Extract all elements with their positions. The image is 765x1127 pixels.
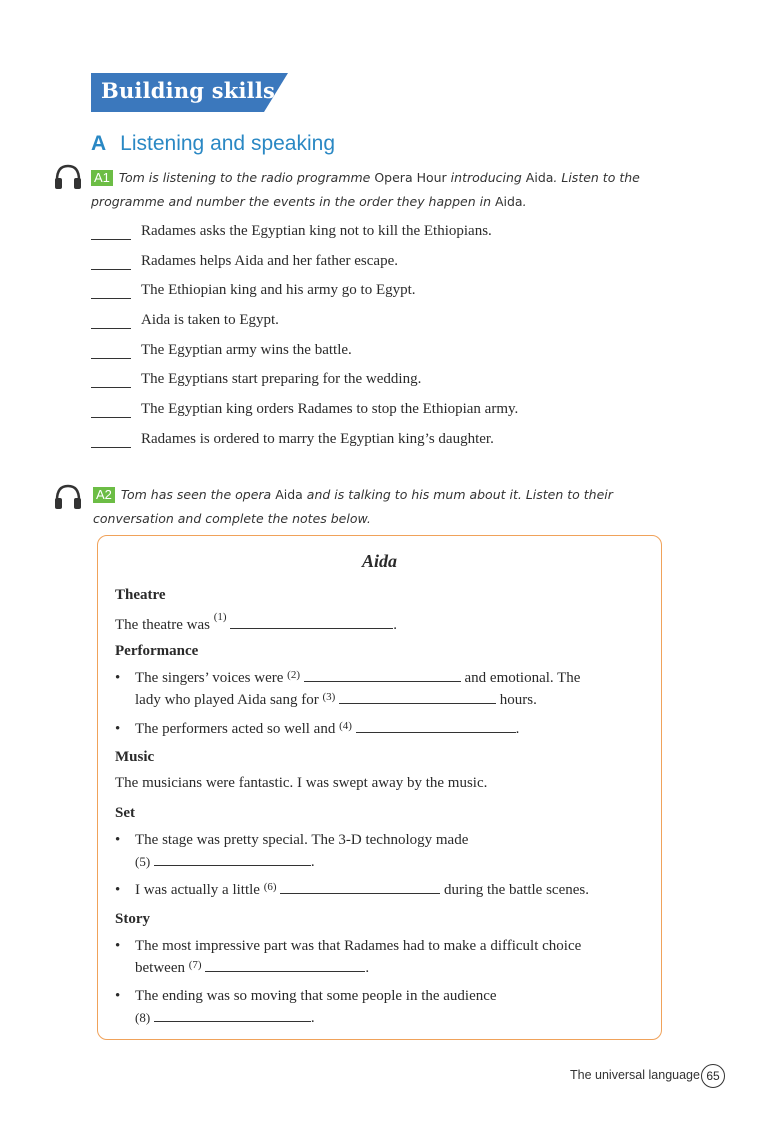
a1-tag: A1 xyxy=(91,170,113,186)
gap-8-blank[interactable] xyxy=(154,1007,311,1022)
gap-5-blank[interactable] xyxy=(154,851,311,866)
section-heading xyxy=(91,132,335,156)
answer-blank[interactable] xyxy=(91,312,131,329)
notes-title: Aida xyxy=(361,551,397,571)
story-bullet-1 xyxy=(115,935,640,979)
story-heading: Story xyxy=(115,911,150,927)
a1-instruction xyxy=(91,166,651,214)
a1-text-end: . xyxy=(522,194,527,209)
a1-text-3: . Listen to the programme and number the events in the order they happen in xyxy=(91,170,640,209)
bullet: • xyxy=(115,670,121,686)
a2-tag: A2 xyxy=(93,487,115,503)
period: . xyxy=(365,960,370,976)
music-text: The musicians were fantastic. I was swept away by the music. xyxy=(115,775,488,791)
answer-blank[interactable] xyxy=(91,223,131,240)
event-text: Radames helps Aida and her father escape. xyxy=(141,252,398,269)
list-item xyxy=(91,223,691,253)
list-item xyxy=(91,371,691,401)
page-number: 65 xyxy=(701,1064,725,1088)
story-text: between xyxy=(135,960,185,976)
a2-instruction xyxy=(93,483,653,531)
gap-1-blank[interactable] xyxy=(230,614,393,629)
gap-6-blank[interactable] xyxy=(280,879,440,894)
list-item xyxy=(91,342,691,372)
notes-box xyxy=(97,535,662,1040)
gap-7-blank[interactable] xyxy=(205,957,365,972)
theatre-line xyxy=(115,611,635,634)
performance-heading: Performance xyxy=(115,643,199,659)
event-text: The Ethiopian king and his army go to Egypt. xyxy=(141,282,416,299)
perf-text: lady who played Aida sang for xyxy=(135,692,319,708)
event-text: The Egyptian king orders Radames to stop the Ethiopian army. xyxy=(141,401,519,418)
music-heading: Music xyxy=(115,749,155,765)
set-text: during the battle scenes. xyxy=(444,882,589,898)
gap-2-blank[interactable] xyxy=(304,667,461,682)
headphones-icon xyxy=(53,163,83,191)
performance-bullet-2 xyxy=(115,718,640,740)
list-item xyxy=(91,282,691,312)
story-bullet-2 xyxy=(115,985,640,1029)
event-text: Aida is taken to Egypt. xyxy=(141,312,279,329)
answer-blank[interactable] xyxy=(91,431,131,448)
bullet: • xyxy=(115,832,121,848)
section-letter: A xyxy=(91,132,107,155)
event-list xyxy=(91,223,691,461)
list-item xyxy=(91,312,691,342)
story-text: The ending was so moving that some people in the audience xyxy=(135,988,497,1004)
performance-bullet-1 xyxy=(115,667,640,711)
perf-text: The singers’ voices were xyxy=(135,670,284,686)
a1-programme: Opera Hour xyxy=(374,170,447,185)
event-text: Radames asks the Egyptian king not to kill the Ethiopians. xyxy=(141,223,492,239)
story-text: The most impressive part was that Radames had to make a difficult choice xyxy=(135,938,582,954)
section-title: Listening and speaking xyxy=(120,132,336,155)
gap-number: (7) xyxy=(188,959,202,971)
period: . xyxy=(310,854,315,870)
answer-blank[interactable] xyxy=(91,371,131,388)
theatre-text: The theatre was xyxy=(115,617,210,633)
perf-text: hours. xyxy=(499,692,537,708)
headphones-icon xyxy=(53,483,83,511)
a2-opera: Aida xyxy=(275,487,303,502)
theatre-heading: Theatre xyxy=(115,587,166,603)
section-banner xyxy=(91,73,288,112)
event-text: The Egyptians start preparing for the wedding. xyxy=(141,371,422,388)
a1-opera-end: Aida xyxy=(494,194,523,209)
answer-blank[interactable] xyxy=(91,253,131,270)
list-item xyxy=(91,253,691,283)
a1-text-1: Tom is listening to the radio programme xyxy=(118,170,375,185)
set-text: I was actually a little xyxy=(135,882,260,898)
perf-text: and emotional. The xyxy=(464,670,581,686)
list-item xyxy=(91,431,691,461)
answer-blank[interactable] xyxy=(91,342,131,359)
bullet: • xyxy=(115,938,121,954)
event-text: Radames is ordered to marry the Egyptian king’s daughter. xyxy=(141,430,494,447)
set-text: The stage was pretty special. The 3-D technology made xyxy=(135,832,469,848)
period: . xyxy=(393,617,398,633)
gap-3-blank[interactable] xyxy=(339,689,496,704)
perf-text: The performers acted so well and xyxy=(135,721,336,737)
answer-blank[interactable] xyxy=(91,401,131,418)
set-bullet-2 xyxy=(115,879,640,901)
bullet: • xyxy=(115,882,121,898)
banner-title: Building skills xyxy=(101,78,276,103)
a2-text-2: and is talking to his mum about it. Listen to their conversation and complete the notes below. xyxy=(93,487,613,526)
set-bullet-1 xyxy=(115,829,640,873)
a1-text-2: introducing xyxy=(446,170,526,185)
gap-number: (2) xyxy=(287,669,300,681)
gap-number: (6) xyxy=(263,881,277,893)
list-item xyxy=(91,401,691,431)
gap-number: (8) xyxy=(135,1010,151,1025)
footer-text: The universal language xyxy=(570,1068,700,1082)
period: . xyxy=(515,721,520,737)
event-text: The Egyptian army wins the battle. xyxy=(141,341,352,358)
answer-blank[interactable] xyxy=(91,282,131,299)
period: . xyxy=(310,1010,315,1026)
gap-4-blank[interactable] xyxy=(356,718,516,733)
gap-number: (1) xyxy=(213,611,227,623)
gap-number: (4) xyxy=(339,720,352,732)
set-heading: Set xyxy=(115,805,135,821)
gap-number: (5) xyxy=(135,854,151,869)
a1-opera: Aida xyxy=(525,170,554,185)
a2-text-1: Tom has seen the opera xyxy=(120,487,276,502)
bullet: • xyxy=(115,988,121,1004)
gap-number: (3) xyxy=(322,691,336,703)
bullet: • xyxy=(115,721,121,737)
